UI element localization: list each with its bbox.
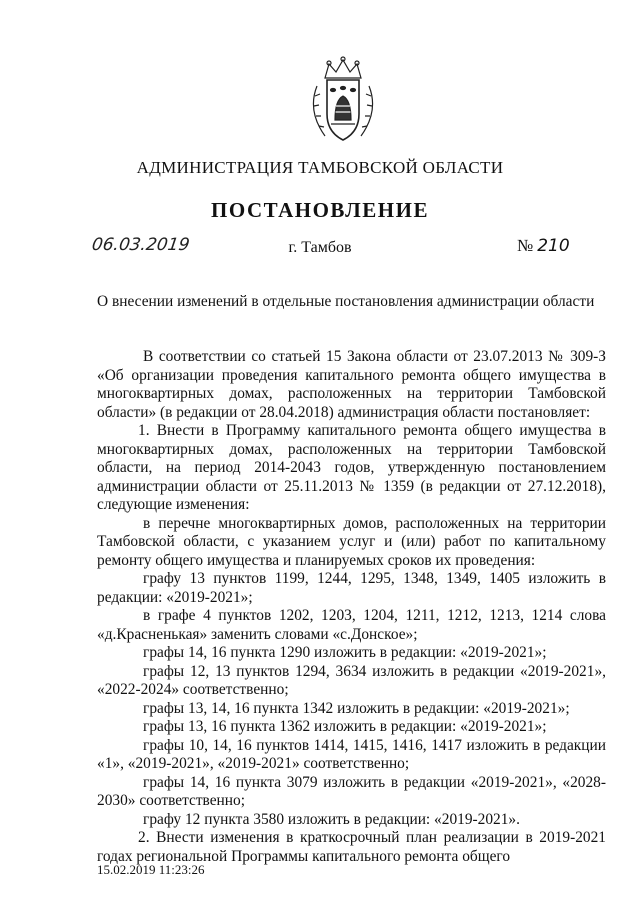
handwritten-date: 06.03.2019 bbox=[90, 235, 191, 255]
paragraph: в графе 4 пунктов 1202, 1203, 1204, 1211, 1212, 1213, 1214 слова «д.Красненькая» заменить словами «с.Донское»; bbox=[97, 607, 606, 643]
paragraph-item-2: 2. Внести изменения в краткосрочный план реализации в 2019-2021 годах региональной Программы капитального ремонта общего bbox=[97, 829, 606, 865]
document-number bbox=[517, 236, 570, 256]
number-prefix: № bbox=[517, 236, 534, 255]
city: г. Тамбов bbox=[288, 239, 352, 256]
paragraph: графы 13, 14, 16 пункта 1342 изложить в редакции: «2019-2021»; bbox=[143, 699, 570, 717]
paragraph-preamble: В соответствии со статьей 15 Закона области от 23.07.2013 № 309-З «Об организации проведения капитального ремонта общего имущества в многоквартирных домах, расположенных на территории Тамбовской области» (в редакции от 28.04.2018) администрация области постановляет: bbox=[97, 348, 606, 421]
paragraph: графы 14, 16 пункта 3079 изложить в редакции «2019-2021», «2028-2030» соответственно; bbox=[97, 773, 606, 809]
document-body bbox=[97, 348, 606, 866]
paragraph: графу 12 пункта 3580 изложить в редакции: «2019-2021». bbox=[143, 810, 520, 828]
footer-timestamp: 15.02.2019 11:23:26 bbox=[97, 862, 205, 877]
paragraph: в перечне многоквартирных домов, расположенных на территории Тамбовской области, с указанием услуг и (или) работ по капитальному ремонту общего имущества и планируемых сроков их проведения: bbox=[97, 514, 606, 569]
document-type: ПОСТАНОВЛЕНИЕ bbox=[211, 198, 429, 222]
coat-of-arms-icon bbox=[303, 56, 383, 146]
paragraph: графу 13 пунктов 1199, 1244, 1295, 1348, 1349, 1405 изложить в редакции: «2019-2021»; bbox=[97, 570, 606, 606]
paragraph: графы 10, 14, 16 пунктов 1414, 1415, 1416, 1417 изложить в редакции «1», «2019-2021», «2019-2021» соответственно; bbox=[97, 736, 606, 772]
document-subject: О внесении изменений в отдельные постановления администрации области bbox=[97, 293, 595, 310]
paragraph: графы 13, 16 пункта 1362 изложить в редакции: «2019-2021»; bbox=[143, 718, 547, 735]
paragraph-item-1: 1. Внести в Программу капитального ремонта общего имущества в многоквартирных домах, расположенных на территории Тамбовской области, на период 2014-2043 годов, утвержденную постановлением администрации области от 25.11.2013 № 1359 (в редакции от 27.12.2018), следующие изменения: bbox=[97, 422, 606, 513]
paragraph: графы 12, 13 пунктов 1294, 3634 изложить в редакции «2019-2021», «2022-2024» соответственно; bbox=[97, 662, 606, 698]
paragraph: графы 14, 16 пункта 1290 изложить в редакции: «2019-2021»; bbox=[143, 644, 547, 661]
handwritten-number: 210 bbox=[537, 236, 570, 256]
organization-name: АДМИНИСТРАЦИЯ ТАМБОВСКОЙ ОБЛАСТИ bbox=[136, 158, 504, 177]
